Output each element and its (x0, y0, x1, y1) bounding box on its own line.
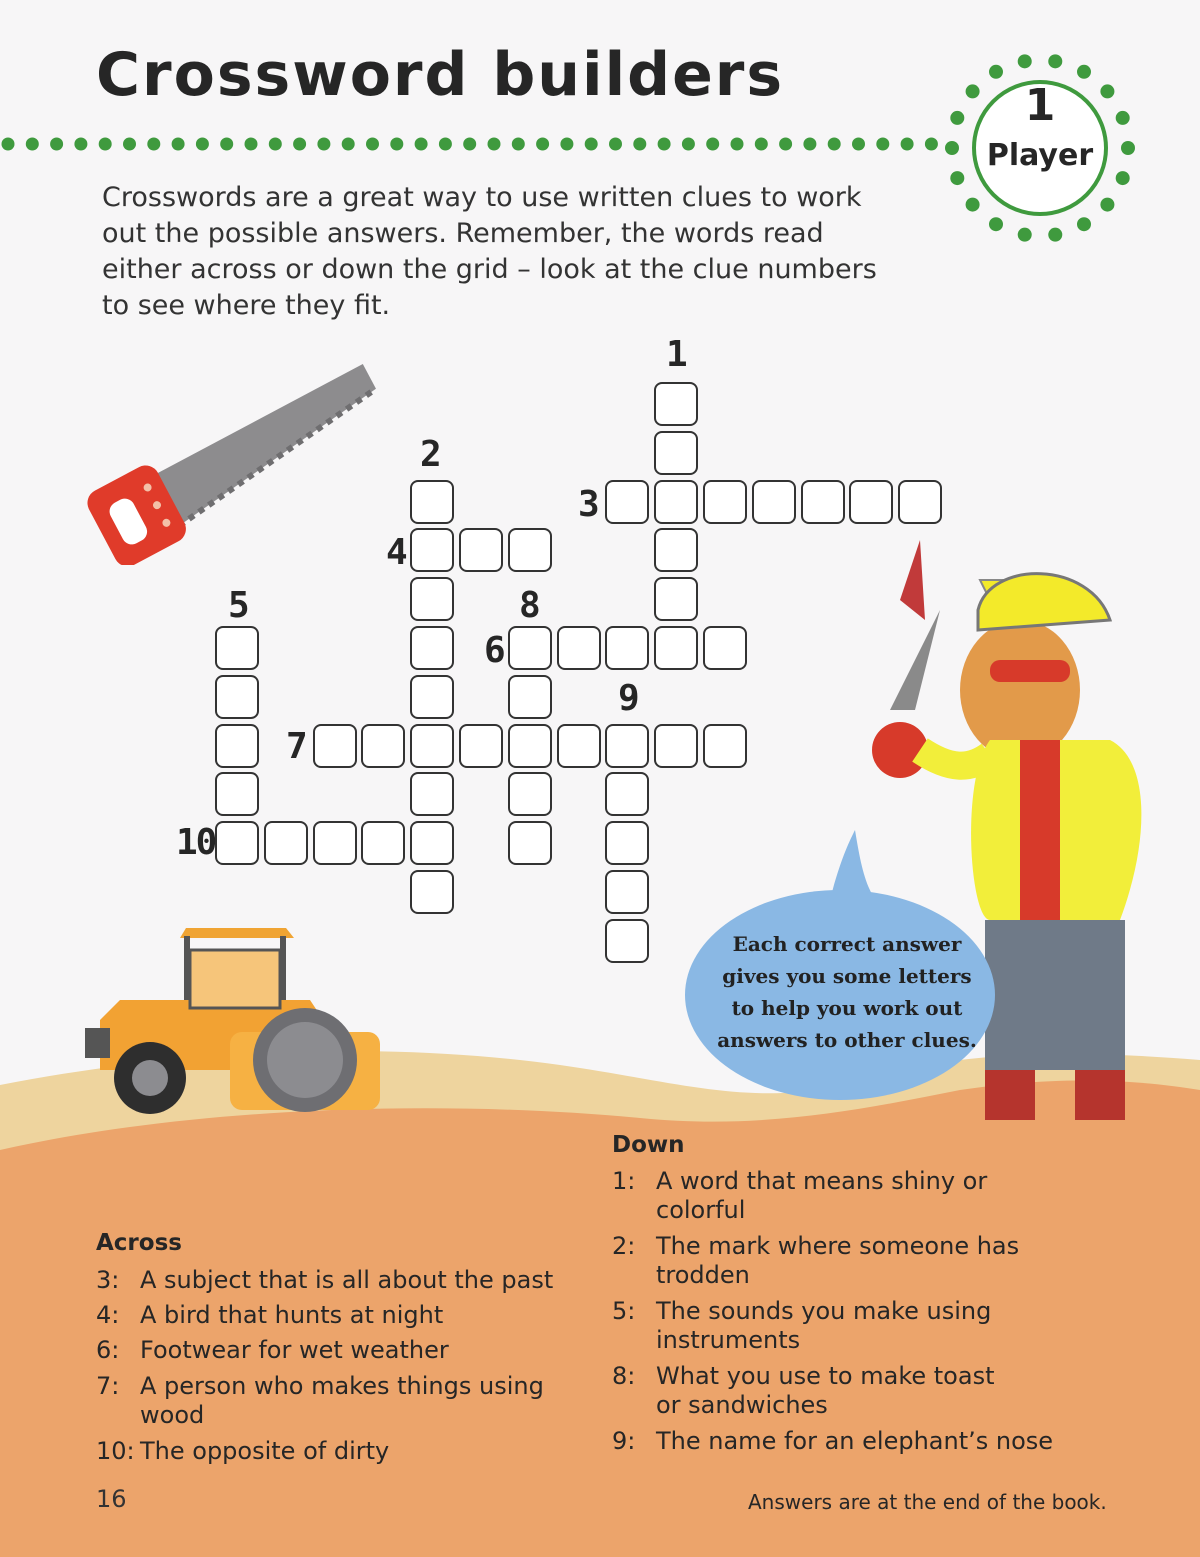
divider-dot (74, 138, 87, 151)
divider-dot (123, 138, 136, 151)
clue-text: The opposite of dirty (140, 1437, 390, 1465)
player-count-badge (940, 48, 1140, 248)
badge-dot (1048, 54, 1062, 68)
clue-text: A bird that hunts at night (140, 1301, 444, 1329)
across-clue (96, 1266, 566, 1295)
clue-number: 9: (612, 1427, 636, 1455)
divider-dot (463, 138, 476, 151)
clue-text: A word that means shiny or colorful (656, 1167, 988, 1224)
divider-dot (269, 138, 282, 151)
badge-dot (966, 198, 980, 212)
saw-illustration (70, 345, 400, 565)
clue-text: The sounds you make using instruments (656, 1297, 992, 1354)
divider-dot (925, 138, 938, 151)
divider-dot (317, 138, 330, 151)
divider-dot (828, 138, 841, 151)
divider-dot (682, 138, 695, 151)
divider-dot (196, 138, 209, 151)
divider-dot (609, 138, 622, 151)
clue-text: A subject that is all about the past (140, 1266, 554, 1294)
divider-dot (390, 138, 403, 151)
down-clue (612, 1362, 1022, 1420)
divider-dot (803, 138, 816, 151)
divider-dot (50, 138, 63, 151)
across-clue (96, 1437, 566, 1466)
badge-dot (950, 171, 964, 185)
grid-number-8: 8 (519, 585, 539, 626)
divider-dot (147, 138, 160, 151)
grid-number-10: 10 (176, 822, 216, 863)
clue-number: 8: (612, 1362, 636, 1390)
badge-dot (1100, 198, 1114, 212)
answers-note: Answers are at the end of the book. (748, 1490, 1107, 1514)
divider-dot (512, 138, 525, 151)
clue-text: A person who makes things using wood (140, 1372, 544, 1429)
badge-number: 1 (1024, 80, 1056, 131)
divider-dot (633, 138, 646, 151)
clue-text: The name for an elephant’s nose (656, 1427, 1054, 1455)
grid-number-3: 3 (578, 484, 598, 525)
down-clue (612, 1297, 1012, 1355)
road-roller-illustration (80, 920, 400, 1120)
badge-dot (1048, 228, 1062, 242)
grid-number-1: 1 (666, 334, 686, 375)
badge-dot (989, 65, 1003, 79)
badge-dot (1018, 228, 1032, 242)
dotted-divider (0, 133, 960, 155)
grid-number-2: 2 (420, 434, 440, 475)
clue-number: 7: (96, 1372, 120, 1400)
grid-number-4: 4 (386, 532, 406, 573)
across-clue (96, 1372, 556, 1430)
down-clue (612, 1232, 1032, 1290)
badge-dot (1116, 171, 1130, 185)
clue-number: 1: (612, 1167, 636, 1195)
divider-dot (560, 138, 573, 151)
grid-number-9: 9 (618, 678, 638, 719)
down-clue (612, 1427, 1082, 1456)
divider-dot (439, 138, 452, 151)
across-clue (96, 1301, 566, 1330)
grid-number-7: 7 (286, 726, 306, 767)
clue-number: 2: (612, 1232, 636, 1260)
instructions-text: Crosswords are a great way to use written clues to work out the possible answers. Remember, the words read either across or down the grid – look at the clue numbers to see where they fit. (102, 182, 877, 321)
badge-dot (1018, 54, 1032, 68)
clue-number: 5: (612, 1297, 636, 1325)
divider-dot (245, 138, 258, 151)
clue-number: 6: (96, 1336, 120, 1364)
speech-bubble-text: Each correct answer gives you some letters to help you work out answers to other clues. (717, 932, 977, 1052)
grid-number-6: 6 (484, 630, 504, 671)
divider-dot (852, 138, 865, 151)
divider-dot (2, 138, 15, 151)
divider-dot (342, 138, 355, 151)
grid-number-5: 5 (228, 585, 248, 626)
divider-dot (366, 138, 379, 151)
clue-text: Footwear for wet weather (140, 1336, 449, 1364)
clue-text: What you use to make toast or sandwiches (656, 1362, 995, 1419)
page-number: 16 (96, 1485, 127, 1513)
divider-dot (731, 138, 744, 151)
clue-number: 3: (96, 1266, 120, 1294)
divider-dot (901, 138, 914, 151)
divider-dot (779, 138, 792, 151)
divider-dot (293, 138, 306, 151)
divider-dot (488, 138, 501, 151)
divider-dot (706, 138, 719, 151)
badge-dot (1077, 217, 1091, 231)
divider-dot (585, 138, 598, 151)
badge-dot (1077, 65, 1091, 79)
clue-text: The mark where someone has trodden (656, 1232, 1020, 1289)
clue-number: 10: (96, 1437, 135, 1465)
divider-dot (220, 138, 233, 151)
across-heading: Across (96, 1230, 182, 1256)
divider-dot (755, 138, 768, 151)
divider-dot (536, 138, 549, 151)
clue-number: 4: (96, 1301, 120, 1329)
down-heading: Down (612, 1132, 685, 1158)
divider-dot (658, 138, 671, 151)
divider-dot (99, 138, 112, 151)
page-title: Crossword builders (96, 40, 785, 110)
divider-dot (172, 138, 185, 151)
badge-label: Player (986, 138, 1094, 173)
across-clue (96, 1336, 566, 1365)
divider-dot (415, 138, 428, 151)
down-clue (612, 1167, 992, 1225)
divider-dot (26, 138, 39, 151)
badge-dot (989, 217, 1003, 231)
divider-dot (876, 138, 889, 151)
